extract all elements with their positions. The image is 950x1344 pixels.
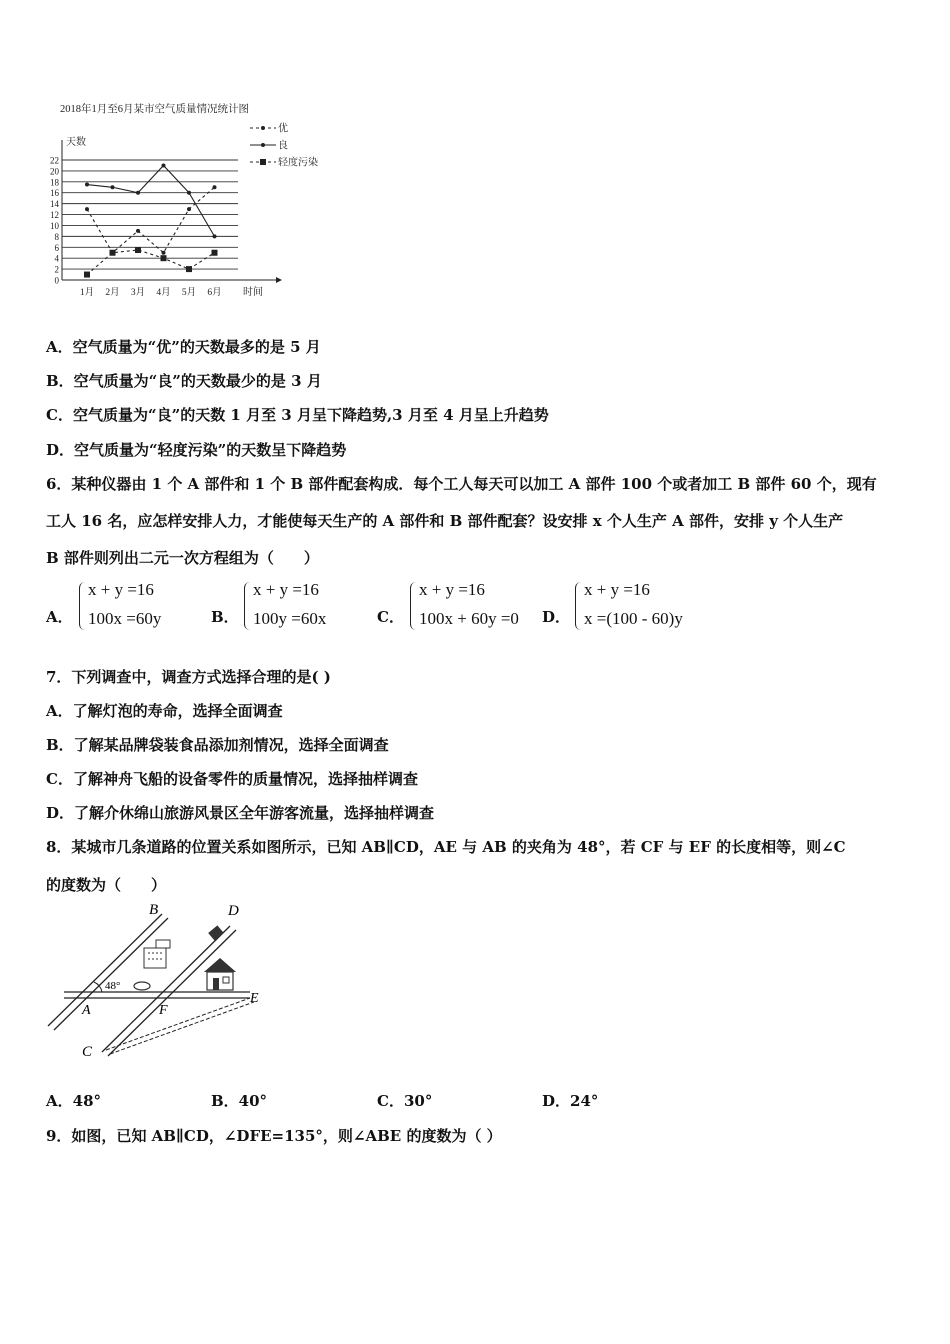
q6-option-c-label: C． [377,608,404,626]
chart-point [162,163,166,167]
q6-option-b-label: B． [211,608,239,626]
chart-grid [62,140,282,283]
chart-point [84,272,90,278]
chart-point [162,251,166,255]
q6-option-b-eq2: 100y =60x [253,609,327,628]
chart-y-tick-label: 22 [50,155,59,166]
chart-legend [250,122,318,169]
chart-point [187,191,191,195]
q5-option-c: C．空气质量为“良”的天数 1 月至 3 月呈下降趋势,3 月至 4 月呈上升趋势 [46,406,549,424]
chart-x-tick-label: 4月 [156,288,171,298]
chart-point [85,207,89,211]
chart-legend-marker [261,143,265,147]
q6-option-a-eq2: 100x =60y [88,609,162,628]
chart-y-tick-label: 2 [54,264,59,275]
q6-option-d-eq1: x + y =16 [584,580,650,599]
chart-point [136,229,140,233]
point-f-label: F [159,1003,168,1018]
chart-legend-label: 优 [278,123,288,135]
chart-x-tick-label: 3月 [130,288,146,298]
chart-legend-label: 良 [278,140,288,152]
chart-point [186,266,192,272]
brace-icon [410,582,419,630]
chart-point [110,250,116,256]
chart-point [213,234,217,238]
chart-series [84,163,218,277]
q7-option-c: C．了解神舟飞船的设备零件的质量情况，选择抽样调查 [46,770,418,788]
q5-option-d: D．空气质量为“轻度污染”的天数呈下降趋势 [46,441,347,459]
chart-point [213,185,217,189]
chart-y-tick-label: 20 [50,166,59,177]
chart-y-tick-label: 14 [50,199,59,210]
chart-series-line-1 [87,187,215,252]
q8-option-b: B．40° [211,1092,268,1110]
chart-point [85,183,89,187]
chart-x-tick-label: 2月 [105,288,120,298]
chart-y-tick-label: 0 [54,275,59,286]
chart-legend-marker [261,126,265,130]
chart-y-tick-label: 12 [50,210,59,221]
q6-stem-line2: 工人 16 名，应怎样安排人力，才能使每天生产的 A 部件和 B 部件配套？设安排 x 个人生产 A 部件，安排 y 个人生产 [46,512,844,530]
chart-y-tick-label: 4 [54,253,59,264]
q9-stem: 9．如图，已知 AB∥CD，∠DFE=135°，则∠ABE 的度数为（ ） [46,1127,502,1145]
chart-point [161,255,167,261]
q8-option-a: A．48° [46,1092,102,1110]
q7-option-a: A．了解灯泡的寿命，选择全面调查 [46,702,283,720]
q8-option-c: C．30° [377,1092,433,1110]
chart-point [111,185,115,189]
q7-option-b: B．了解某品牌袋装食品添加剂情况，选择全面调查 [46,736,389,754]
q6-option-c-eq2: 100x + 60y =0 [419,609,519,628]
q8-option-d: D．24° [542,1092,599,1110]
angle-label: 48° [105,980,121,992]
chart-x-tick-label: 1月 [79,288,95,298]
q6-option-a-eq1: x + y =16 [88,580,154,599]
q7-stem: 7．下列调查中，调查方式选择合理的是( ) [46,668,331,686]
point-a-label: A [82,1003,91,1018]
q6-stem-line1: 6．某种仪器由 1 个 A 部件和 1 个 B 部件配套构成．每个工人每天可以加工 A 部件 100 个或者加工 B 部件 60 个，现有 [46,475,877,493]
q7-option-d: D．了解介休绵山旅游风景区全年游客流量，选择抽样调查 [46,804,435,822]
brace-icon [575,582,584,630]
chart-point [212,250,218,256]
chart-y-tick-label: 16 [50,188,59,199]
q6-option-a-label: A． [46,608,73,626]
point-b-label: B [149,902,159,918]
chart-xlabel: 时间 [243,287,263,298]
point-d-label: D [228,903,239,919]
q6-stem-line3: B 部件则列出二元一次方程组为（ ） [46,549,319,567]
q5-option-b: B．空气质量为“良”的天数最少的是 3 月 [46,372,322,390]
q6-option-c-eq1: x + y =16 [419,580,485,599]
chart-point [135,247,141,253]
chart-x-tick-label: 6月 [207,288,222,298]
air-quality-line-chart [38,98,338,306]
chart-title: 2018年1月至6月某市空气质量情况统计图 [60,104,249,115]
chart-y-tick-label: 6 [54,242,59,253]
point-c-label: C [82,1044,93,1060]
chart-y-ticks [50,156,60,286]
chart-point [187,207,191,211]
q6-option-b-eq1: x + y =16 [253,580,319,599]
chart-y-tick-label: 8 [54,231,59,242]
chart-y-tick-label: 10 [50,220,59,231]
brace-icon [79,582,88,630]
chart-series-line-3 [87,250,215,275]
q5-option-a: A．空气质量为“优”的天数最多的是 5 月 [46,338,321,356]
chart-y-tick-label: 18 [50,177,59,188]
q6-option-d-eq2: x =(100 - 60)y [584,609,683,628]
q6-option-d-label: D． [542,608,571,626]
chart-ylabel: 天数 [66,137,86,148]
chart-legend-marker [260,159,266,165]
q8-stem-line1: 8．某城市几条道路的位置关系如图所示，已知 AB∥CD，AE 与 AB 的夹角为 48°，若 CF 与 EF 的长度相等，则∠C [46,838,846,856]
road-diagram [44,898,274,1060]
q8-stem-line2: 的度数为（ ） [46,876,167,894]
chart-x-arrow [276,277,282,283]
chart-x-tick-label: 5月 [181,288,197,298]
point-e-label: E [250,991,259,1006]
chart-x-ticks [80,287,222,298]
chart-point [136,191,140,195]
chart-legend-label: 轻度污染 [278,157,318,169]
brace-icon [244,582,253,630]
